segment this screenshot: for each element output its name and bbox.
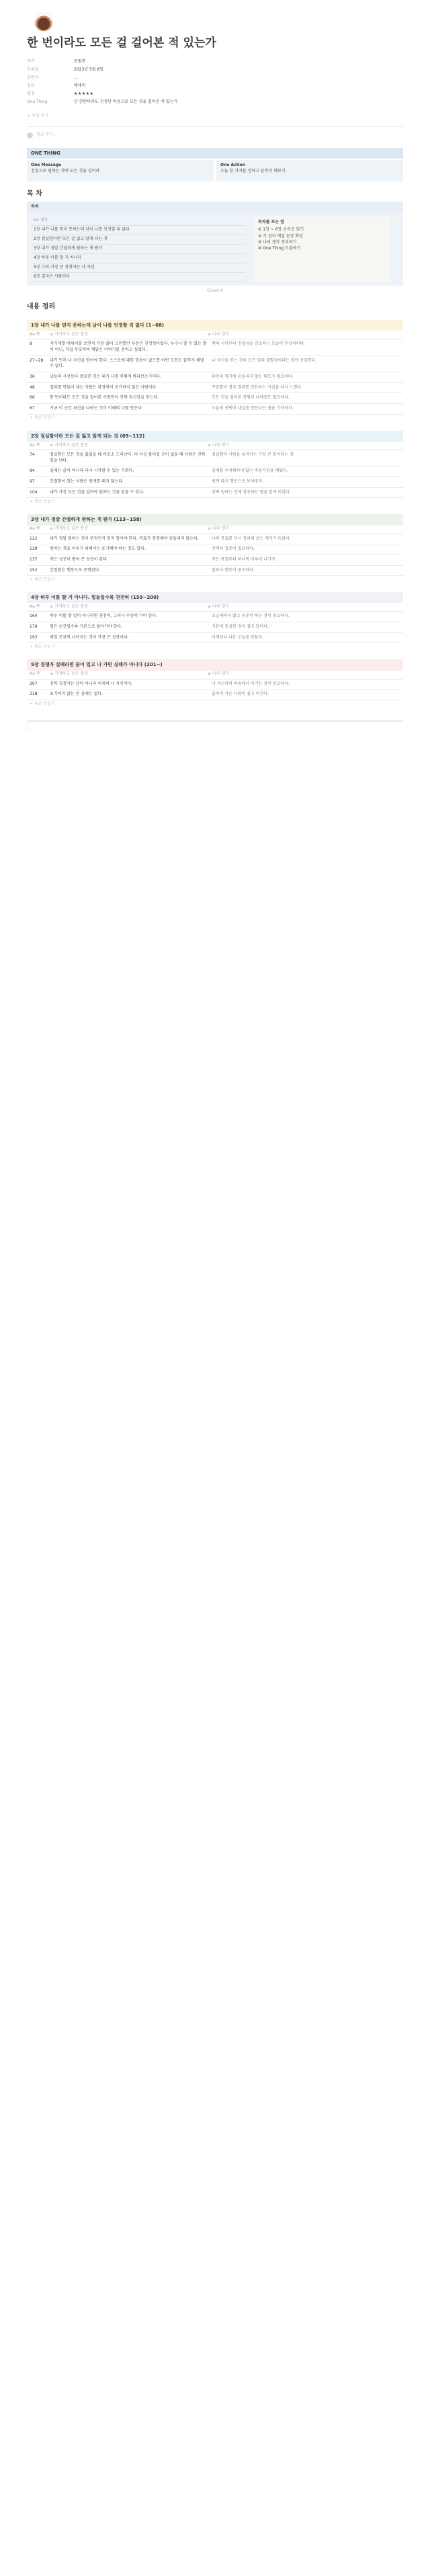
new-row-button[interactable]: + 새로 만들기 xyxy=(30,645,55,650)
one-action-title: One Action xyxy=(220,162,246,167)
chapter-section xyxy=(27,514,403,584)
table-header xyxy=(27,526,403,534)
table-cell-page[interactable]: 164 xyxy=(30,614,38,619)
toc-row[interactable]: 4장 하루 이틀 할 거 아니다 xyxy=(31,254,246,263)
chapter-section xyxy=(27,320,403,423)
toc-side-title: 목차를 보는 법 xyxy=(258,219,284,224)
table-header-thought[interactable]: ≡ 나의 생각 xyxy=(208,604,230,610)
table-row[interactable] xyxy=(27,612,403,622)
one-message-title: One Message xyxy=(31,162,62,167)
table-row[interactable] xyxy=(27,679,403,690)
table-cell-quote[interactable]: 결과를 만들어 내는 사람은 과정에서 포기하지 않은 사람이다. xyxy=(50,384,158,390)
table-cell-page[interactable]: 104 xyxy=(30,489,38,495)
table-row[interactable] xyxy=(27,534,403,545)
avatar xyxy=(27,132,33,138)
toc-row[interactable]: 2장 절실함이란 모든 걸 잃고 알게 되는 것 xyxy=(31,235,246,245)
property-key: 출판사 xyxy=(27,75,39,81)
table-cell-page[interactable]: 122 xyxy=(30,536,38,541)
toc-side-line: ② 각 장의 핵심 문장 확인 xyxy=(258,233,304,239)
chapter-section xyxy=(27,659,403,708)
property-key: 장르 xyxy=(27,83,35,89)
chapters-container xyxy=(27,320,403,708)
toc-box xyxy=(27,213,403,286)
toc-side-line: ④ One Thing 도출하기 xyxy=(258,246,301,251)
table-header xyxy=(27,603,403,612)
new-row-button[interactable]: + 새로 만들기 xyxy=(30,499,55,505)
table-cell-quote[interactable]: 매일 조금씩 나아지는 것이 가장 큰 성장이다. xyxy=(50,634,129,640)
table-cell-thought[interactable]: 나 자신을 믿는 것이 모든 일의 출발점이라는 점에 공감한다. xyxy=(212,358,317,363)
property-key: One-Thing xyxy=(27,99,48,105)
table-cell-quote[interactable]: 내가 정말 원하는 것이 무엇인지 먼저 알아야 한다. 목표가 분명해야 흔들리지 않는다. xyxy=(50,536,199,541)
toc-table-header: Aa 제목 xyxy=(31,216,246,226)
chapter-section xyxy=(27,592,403,651)
properties xyxy=(27,58,403,107)
table-cell-quote[interactable]: 힘든 순간일수록 기본으로 돌아가야 한다. xyxy=(50,624,123,630)
table-cell-thought[interactable]: 책의 시작부터 진정성을 강조하는 모습이 인상적이다. xyxy=(212,341,305,347)
table-cell-page[interactable]: 97 xyxy=(30,479,35,484)
property-value[interactable]: 2023년 5월 8일 xyxy=(74,67,104,73)
table-row[interactable] xyxy=(27,383,403,394)
table-header-page[interactable]: Aa 쪽 xyxy=(30,604,40,610)
table-cell-quote[interactable]: 내가 가진 모든 것을 걸어야 원하는 것을 얻을 수 있다. xyxy=(50,489,144,495)
table-cell-quote[interactable]: 원하는 것을 이루기 위해서는 포기해야 하는 것도 있다. xyxy=(50,546,146,552)
toc-row[interactable]: 1장 내가 나를 믿지 못하는데 남이 나를 인정할 리 없다 xyxy=(31,226,246,235)
toc-count: Count 6 xyxy=(207,288,223,293)
table-cell-thought[interactable]: 나의 목표를 다시 정리해 보는 계기가 되었다. xyxy=(212,536,291,541)
table-cell-page[interactable]: 84 xyxy=(30,468,35,474)
table-cell-page[interactable]: 218 xyxy=(30,692,38,697)
table-cell-quote[interactable]: 절실함은 모든 것을 잃었을 때 비로소 드러난다. 더 이상 물러설 곳이 없을 때 사람은 진짜 힘을 낸다. xyxy=(50,452,206,463)
table-cell-quote[interactable]: 간절함은 행동으로 증명된다. xyxy=(50,567,101,573)
table-row[interactable] xyxy=(27,477,403,488)
table-cell-thought[interactable]: 선택과 집중이 필요하다. xyxy=(212,546,255,552)
table-cell-thought[interactable]: 작은 목표부터 하나씩 이루어 나가자. xyxy=(212,556,277,562)
table-row[interactable] xyxy=(27,488,403,499)
comment-row[interactable] xyxy=(27,132,403,138)
property-row[interactable] xyxy=(27,91,403,99)
property-row[interactable] xyxy=(27,67,403,75)
table-cell-page[interactable]: 193 xyxy=(30,634,38,640)
chapter-title[interactable]: 3장 내가 정말 간절하게 원하는 게 뭔가 (113~158) xyxy=(27,514,403,525)
add-property-button[interactable]: + 속성 추가 xyxy=(27,113,49,118)
property-value[interactable]: 단 한번이라도 진정한 마음으로 모든 것을 걸어본 적 있는가 xyxy=(74,99,178,105)
table-row[interactable] xyxy=(27,372,403,383)
toc-row[interactable]: 6장 결국은 사람이다 xyxy=(31,273,246,282)
table-cell-page[interactable]: 36 xyxy=(30,374,35,380)
property-value[interactable]: ★★★★★ xyxy=(74,91,94,97)
page-end: … xyxy=(27,725,31,731)
new-row-button[interactable]: + 새로 만들기 xyxy=(30,577,55,582)
divider xyxy=(27,126,403,127)
chapter-title[interactable]: 1장 내가 나를 믿지 못하는데 남이 나를 인정할 리 없다 (1~68) xyxy=(27,320,403,331)
toc-label: 목차 xyxy=(27,202,403,213)
table-cell-quote[interactable]: 하루 이틀 할 일이 아니라면 천천히, 그러나 꾸준히 가야 한다. xyxy=(50,614,158,619)
table-header-page[interactable]: Aa 쪽 xyxy=(30,331,40,337)
content-heading: 내용 정리 xyxy=(27,302,56,310)
table-cell-page[interactable]: 128 xyxy=(30,546,38,552)
table-row[interactable] xyxy=(27,404,403,415)
table-cell-page[interactable]: 137 xyxy=(30,556,38,562)
onething-box xyxy=(27,160,403,181)
table-header xyxy=(27,331,403,339)
property-key: 별점 xyxy=(27,91,35,97)
one-message-text: 진정으로 원하는 것에 모든 것을 걸어라 xyxy=(31,169,100,174)
property-value[interactable]: 에세이 xyxy=(74,83,86,89)
coffee-cup-icon[interactable] xyxy=(35,13,52,31)
table-header-quote[interactable]: ≡ 기억하고 싶은 문장 xyxy=(50,331,89,337)
table-row[interactable] xyxy=(27,393,403,404)
page-container xyxy=(27,0,403,732)
table-row[interactable] xyxy=(27,566,403,577)
property-row[interactable] xyxy=(27,58,403,67)
property-key: 등록일 xyxy=(27,67,39,73)
property-row[interactable] xyxy=(27,99,403,107)
table-row[interactable] xyxy=(27,544,403,555)
table-row[interactable] xyxy=(27,339,403,356)
table-header-quote[interactable]: ≡ 기억하고 싶은 문장 xyxy=(50,604,89,610)
table-cell-thought[interactable]: 모든 것을 걸어본 경험이 나에게도 필요하다. xyxy=(212,395,290,401)
table-cell-page[interactable]: 74 xyxy=(30,452,35,457)
property-key: 작가 xyxy=(27,59,35,65)
property-value[interactable]: … xyxy=(74,75,78,81)
table-row[interactable] xyxy=(27,622,403,633)
one-action-cell[interactable] xyxy=(216,160,403,181)
table-cell-quote[interactable]: 한 번이라도 모든 것을 걸어본 사람만이 진짜 자신감을 얻는다. xyxy=(50,395,159,401)
table-cell-quote[interactable]: 실패는 끝이 아니라 다시 시작할 수 있는 기회다. xyxy=(50,468,134,474)
table-header xyxy=(27,671,403,679)
table-row[interactable] xyxy=(27,555,403,566)
table-header-quote[interactable]: ≡ 기억하고 싶은 문장 xyxy=(50,526,89,532)
chapter-section xyxy=(27,431,403,507)
toc-side-callout xyxy=(254,216,390,282)
table-cell-thought[interactable]: 기본에 충실한 것이 결국 답이다. xyxy=(212,624,269,630)
table-row[interactable] xyxy=(27,356,403,372)
new-row-button[interactable]: + 새로 만들기 xyxy=(30,415,55,421)
comment-placeholder: 댓글 추가... xyxy=(36,132,57,137)
table-cell-thought[interactable]: 실패를 두려워하지 않는 마음가짐을 배웠다. xyxy=(212,468,288,474)
toc-side-line: ① 1장 ~ 6장 순서로 읽기 xyxy=(258,227,304,233)
table-cell-thought[interactable]: 오늘의 선택이 내일을 만든다는 점을 기억하자. xyxy=(212,406,294,411)
chapter-title[interactable]: 5장 경쟁자 실패라면 끝이 있고 나 가면 실패가 아니다 (201~) xyxy=(27,659,403,670)
table-cell-page[interactable]: 8 xyxy=(30,341,32,347)
table-header-page[interactable]: Aa 쪽 xyxy=(30,526,40,532)
chapter-title[interactable]: 2장 절실함이란 모든 걸 잃고 알게 되는 것 (69~112) xyxy=(27,431,403,442)
onething-title: ONE THING xyxy=(27,148,403,159)
one-action-text: 오늘 한 가지를 정하고 끝까지 해보기 xyxy=(220,169,286,174)
table-cell-page[interactable]: 152 xyxy=(30,567,38,573)
toc-side-line: ③ 나의 생각 정리하기 xyxy=(258,239,297,245)
table-cell-thought[interactable]: 핑계 대신 행동으로 보여주자. xyxy=(212,479,264,484)
chapter-title[interactable]: 4장 하루 이틀 할 거 아니다. 힘들일수록 천천히 (159~200) xyxy=(27,592,403,603)
table-header-quote[interactable]: ≡ 기억하고 싶은 문장 xyxy=(50,671,89,677)
table-header-thought[interactable]: ≡ 나의 생각 xyxy=(208,671,230,677)
table-cell-thought[interactable]: 나 자신과의 싸움에서 이기는 것이 중요하다. xyxy=(212,681,290,686)
table-cell-page[interactable]: 207 xyxy=(30,681,38,686)
table-cell-thought[interactable]: 진짜 원하는 것에 집중하는 법을 알게 되었다. xyxy=(212,489,291,495)
table-row[interactable] xyxy=(27,633,403,644)
table-cell-page[interactable]: 66 xyxy=(30,395,35,401)
table-cell-quote[interactable]: 진짜 경쟁자는 남이 아니라 어제의 나 자신이다. xyxy=(50,681,133,686)
table-cell-thought[interactable]: 절실함이 사람을 움직이는 가장 큰 힘이라는 것. xyxy=(212,452,295,457)
property-row[interactable] xyxy=(27,83,403,91)
toc-table xyxy=(31,216,246,282)
table-cell-thought[interactable]: 꾸준함이 결국 결과를 만든다는 사실을 다시 느꼈다. xyxy=(212,384,303,390)
table-cell-page[interactable]: 179 xyxy=(30,624,38,630)
table-row[interactable] xyxy=(27,450,403,466)
table-header-thought[interactable]: ≡ 나의 생각 xyxy=(208,442,230,448)
table-cell-page[interactable]: 48 xyxy=(30,384,35,390)
table-cell-quote[interactable]: 남들의 시선보다 중요한 것은 내가 나를 어떻게 바라보는가이다. xyxy=(50,374,161,380)
property-value[interactable]: 문빛찬 xyxy=(74,59,86,65)
table-header-page[interactable]: Aa 쪽 xyxy=(30,442,40,448)
table-cell-quote[interactable]: 작은 성공이 쌓여 큰 성공이 된다. xyxy=(50,556,108,562)
toc-heading: 목 차 xyxy=(27,190,42,198)
table-row[interactable] xyxy=(27,466,403,477)
toc-row[interactable]: 5장 나의 가장 큰 경쟁자는 나 자신 xyxy=(31,263,246,273)
property-row[interactable] xyxy=(27,75,403,83)
new-row-button[interactable]: + 새로 만들기 xyxy=(30,701,55,706)
table-header-quote[interactable]: ≡ 기억하고 싶은 문장 xyxy=(50,442,89,448)
table-cell-thought[interactable]: 타인의 평가에 흔들리지 않는 태도가 필요하다. xyxy=(212,374,294,380)
page-title[interactable]: 한 번이라도 모든 걸 걸어본 적 있는가 xyxy=(27,36,216,50)
table-cell-quote[interactable]: 지금 이 순간 최선을 다하는 것이 미래의 나를 만든다. xyxy=(50,406,143,411)
table-cell-quote[interactable]: 자기계발 에세이를 쓰면서 가장 많이 고민했던 부분은 진정성이었다. 누구나 할 수 있는 말이 아닌, 직접 부딪치며 깨달은 이야기를 전하고 싶었다. xyxy=(50,341,207,352)
toc-row[interactable]: 3장 내가 정말 간절하게 원하는 게 뭔가 xyxy=(31,245,246,254)
table-header-thought[interactable]: ≡ 나의 생각 xyxy=(208,331,230,337)
one-message-cell[interactable] xyxy=(27,160,214,181)
table-header-page[interactable]: Aa 쪽 xyxy=(30,671,40,677)
table-cell-thought[interactable]: 조급해하지 않고 꾸준히 하는 것이 중요하다. xyxy=(212,614,290,619)
table-cell-quote[interactable]: 내가 먼저 나 자신을 믿어야 한다. 스스로에 대한 믿음이 없으면 어떤 도전도 끝까지 해낼 수 없다. xyxy=(50,358,204,369)
table-cell-page[interactable]: 27~28 xyxy=(30,358,44,363)
table-row[interactable] xyxy=(27,690,403,700)
table-cell-thought[interactable]: 어제보다 나은 오늘을 만들자. xyxy=(212,634,264,640)
table-cell-quote[interactable]: 간절함이 있는 사람은 핑계를 대지 않는다. xyxy=(50,479,124,484)
table-cell-quote[interactable]: 포기하지 않는 한 실패는 없다. xyxy=(50,692,103,697)
table-cell-thought[interactable]: 끝까지 가는 사람이 결국 이긴다. xyxy=(212,692,269,697)
table-cell-page[interactable]: 67 xyxy=(30,406,35,411)
footer-divider xyxy=(27,720,403,722)
table-cell-thought[interactable]: 말보다 행동이 중요하다. xyxy=(212,567,255,573)
table-header xyxy=(27,442,403,450)
table-header-thought[interactable]: ≡ 나의 생각 xyxy=(208,526,230,532)
